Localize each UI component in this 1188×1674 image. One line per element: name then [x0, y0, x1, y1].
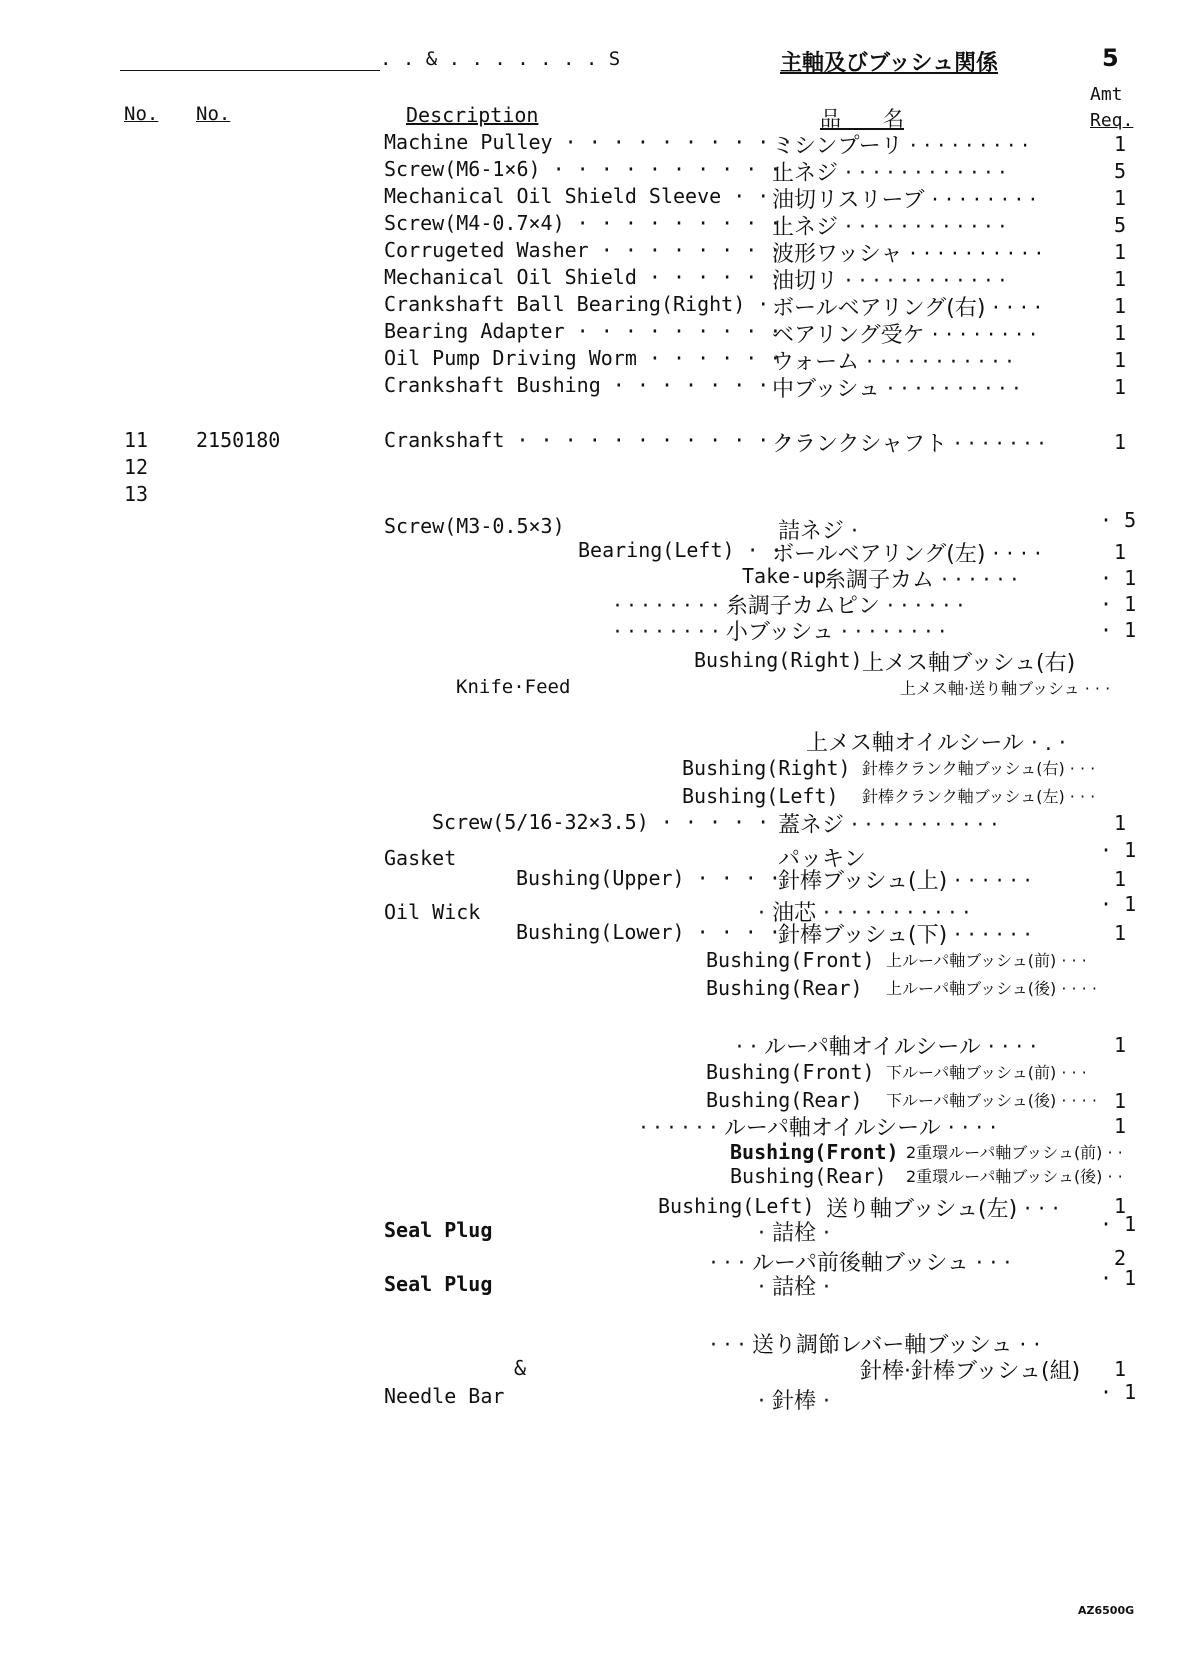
- part-desc: Bushing(Front): [730, 1140, 899, 1164]
- part-desc: Bushing(Front): [706, 948, 875, 972]
- part-jp: · 詰栓 ·: [758, 1221, 830, 1246]
- part-desc: Bushing(Rear): [706, 976, 863, 1000]
- part-qty: · 1: [1100, 618, 1137, 642]
- part-jp: · 油芯 · · · · · · · · · · ·: [758, 901, 970, 926]
- list-row-jp: 波形ワッシャ · · · · · · · · · ·: [772, 242, 1043, 267]
- part-jp: 針棒ブッシュ(下) · · · · · ·: [778, 923, 1032, 948]
- list-row-desc: Mechanical Oil Shield · · · · · ·: [384, 265, 782, 289]
- part-jp: 針棒クランク軸ブッシュ(左) · · ·: [862, 787, 1096, 806]
- part-jp: · 詰栓 ·: [758, 1275, 830, 1300]
- part-qty: 1: [1114, 921, 1127, 945]
- part-jp: 詰ネジ ·: [778, 519, 858, 544]
- list-row-desc: Crankshaft Bushing · · · · · · ·: [384, 373, 770, 397]
- part-qty: · 5: [1100, 508, 1137, 532]
- part-jp: 上ルーパ軸ブッシュ(後) · · · ·: [886, 979, 1097, 998]
- list-row-desc: Screw(M6-1×6) · · · · · · · · · ·: [384, 157, 782, 181]
- list-row-qty: 1: [1114, 348, 1127, 372]
- part-desc: Bushing(Right): [694, 648, 863, 672]
- part-qty: · 1: [1100, 1212, 1137, 1236]
- list-row-jp: 中ブッシュ · · · · · · · · · ·: [772, 377, 1020, 402]
- part-qty: 1: [1114, 867, 1127, 891]
- part-qty: 1: [1114, 1194, 1127, 1218]
- part-desc: Gasket: [384, 846, 457, 870]
- list-row-desc: Mechanical Oil Shield Sleeve · ·: [384, 184, 770, 208]
- part-qty: 1: [1114, 540, 1127, 564]
- part-jp: · · ルーパ軸オイルシール · · · ·: [736, 1035, 1037, 1060]
- part-desc: Bushing(Left): [682, 784, 839, 808]
- column-no-1: No.: [124, 103, 159, 125]
- part-jp: 下ルーパ軸ブッシュ(後) · · · ·: [886, 1091, 1097, 1110]
- list-row-desc: Corrugeted Washer · · · · · · · ·: [384, 238, 782, 262]
- part-desc: Bushing(Right): [682, 756, 851, 780]
- part-jp: 2重環ルーパ軸ブッシュ(後) · ·: [906, 1167, 1123, 1186]
- header-rule: [120, 70, 380, 71]
- part-desc: Seal Plug: [384, 1272, 493, 1296]
- part-jp: · · · · · · ルーパ軸オイルシール · · · ·: [640, 1116, 997, 1141]
- list-row-jp: 油切リ · · · · · · · · · · · ·: [772, 269, 1006, 294]
- part-jp: 針棒·針棒ブッシュ(組): [860, 1359, 1081, 1384]
- part-desc: Screw(5/16-32×3.5) · · · · ·: [432, 810, 770, 834]
- part-qty: 1: [1114, 1357, 1127, 1381]
- part-jp: 2重環ルーパ軸ブッシュ(前) · ·: [906, 1143, 1123, 1162]
- list-row-qty: 1: [1114, 240, 1127, 264]
- item-number: 11: [124, 428, 149, 452]
- list-row-qty: 1: [1114, 430, 1127, 454]
- part-desc: Bushing(Front): [706, 1060, 875, 1084]
- list-row-jp: ウォーム · · · · · · · · · · ·: [772, 350, 1013, 375]
- part-desc: Bushing(Lower) · · · ·: [516, 920, 781, 944]
- part-qty: · 1: [1100, 566, 1137, 590]
- column-req: Req.: [1090, 110, 1134, 131]
- list-row-jp: 止ネジ · · · · · · · · · · · ·: [772, 161, 1006, 186]
- part-jp: 上メス軸オイルシール · . ·: [806, 731, 1066, 756]
- part-desc: Seal Plug: [384, 1218, 493, 1242]
- part-desc: Bushing(Rear): [706, 1088, 863, 1112]
- page-number: 5: [1102, 44, 1119, 72]
- part-desc: Bushing(Upper) · · · ·: [516, 866, 781, 890]
- column-name-jp: 品 名: [820, 107, 904, 131]
- list-row-jp: クランクシャフト · · · · · · ·: [772, 432, 1046, 457]
- part-desc: Bearing(Left) · ·: [578, 538, 783, 562]
- part-qty: · 1: [1100, 838, 1137, 862]
- part-qty: · 1: [1100, 592, 1137, 616]
- column-description: Description: [406, 103, 539, 127]
- list-row-desc: Crankshaft Ball Bearing(Right) ·: [384, 292, 770, 316]
- part-qty: 1: [1114, 811, 1127, 835]
- item-number: 12: [124, 455, 149, 479]
- part-jp: 下ルーパ軸ブッシュ(前) · · ·: [886, 1063, 1087, 1082]
- page-title: 主軸及びブッシュ関係: [780, 51, 999, 76]
- part-jp: · 針棒 ·: [758, 1389, 830, 1414]
- part-jp: 上ルーパ軸ブッシュ(前) · · ·: [886, 951, 1087, 970]
- item-number: 13: [124, 482, 149, 506]
- part-jp: · · · · · · · · 小ブッシュ · · · · · · · ·: [614, 620, 946, 645]
- part-jp: · · · ルーパ前後軸ブッシュ · · ·: [710, 1251, 1011, 1276]
- list-row-jp: ベアリング受ケ · · · · · · · ·: [772, 323, 1037, 348]
- section-fragment: . . & . . . . . . . S: [380, 48, 621, 70]
- column-no-2: No.: [196, 103, 231, 125]
- part-desc: Bushing(Rear): [730, 1164, 887, 1188]
- part-desc: Take-up: [742, 564, 827, 588]
- part-desc: Needle Bar: [384, 1384, 505, 1408]
- list-row-qty: 1: [1114, 375, 1127, 399]
- part-jp: · · · 送り調節レバー軸ブッシュ · ·: [710, 1333, 1041, 1358]
- part-jp: 糸調子カム · · · · · ·: [824, 568, 1018, 593]
- list-row-qty: 5: [1114, 213, 1127, 237]
- part-desc: Knife·Feed: [456, 676, 571, 698]
- list-row-qty: 1: [1114, 186, 1127, 210]
- part-qty: 1: [1114, 1033, 1127, 1057]
- part-jp: パッキン: [778, 847, 866, 872]
- part-qty: 1: [1114, 1089, 1127, 1113]
- part-jp: 上メス軸·送り軸ブッシュ · · ·: [900, 679, 1111, 698]
- part-qty: 1: [1114, 1114, 1127, 1138]
- document-code: AZ6500G: [1078, 1604, 1135, 1617]
- list-row-jp: ミシンプーリ · · · · · · · · ·: [772, 134, 1029, 159]
- part-qty: · 1: [1100, 892, 1137, 916]
- part-desc: Screw(M3-0.5×3): [384, 514, 565, 538]
- list-row-qty: 1: [1114, 321, 1127, 345]
- list-row-desc: Bearing Adapter · · · · · · · · ·: [384, 319, 782, 343]
- part-jp: 針棒クランク軸ブッシュ(右) · · ·: [862, 759, 1096, 778]
- list-row-qty: 5: [1114, 159, 1127, 183]
- part-jp: · · · · · · · · 糸調子カムピン · · · · · ·: [614, 594, 964, 619]
- part-desc: Bushing(Left): [658, 1194, 815, 1218]
- part-jp: 蓋ネジ · · · · · · · · · · ·: [778, 813, 998, 838]
- list-row-jp: 油切リスリーブ · · · · · · · ·: [772, 188, 1037, 213]
- column-amt: Amt: [1090, 84, 1123, 105]
- list-row-desc: Screw(M4-0.7×4) · · · · · · · · ·: [384, 211, 782, 235]
- part-desc: &: [514, 1356, 527, 1380]
- part-qty: 2: [1114, 1246, 1127, 1270]
- list-row-desc: Machine Pulley · · · · · · · · · ·: [384, 130, 794, 154]
- part-qty: · 1: [1100, 1266, 1137, 1290]
- part-jp: ボールベアリング(左) · · · ·: [772, 542, 1042, 567]
- part-jp: 上メス軸ブッシュ(右): [862, 651, 1076, 676]
- part-jp: 針棒ブッシュ(上) · · · · · ·: [778, 869, 1032, 894]
- list-row-jp: 止ネジ · · · · · · · · · · · ·: [772, 215, 1006, 240]
- list-row-qty: 1: [1114, 294, 1127, 318]
- list-row-jp: ボールベアリング(右) · · · ·: [772, 296, 1042, 321]
- list-row-qty: 1: [1114, 132, 1127, 156]
- list-row-qty: 1: [1114, 267, 1127, 291]
- list-row-desc: Crankshaft · · · · · · · · · · · ·: [384, 428, 794, 452]
- list-row-desc: Oil Pump Driving Worm · · · · · ·: [384, 346, 782, 370]
- part-desc: Oil Wick: [384, 900, 481, 924]
- part-qty: · 1: [1100, 1380, 1137, 1404]
- part-number: 2150180: [196, 428, 281, 452]
- part-jp: 送り軸ブッシュ(左) · · ·: [826, 1197, 1060, 1222]
